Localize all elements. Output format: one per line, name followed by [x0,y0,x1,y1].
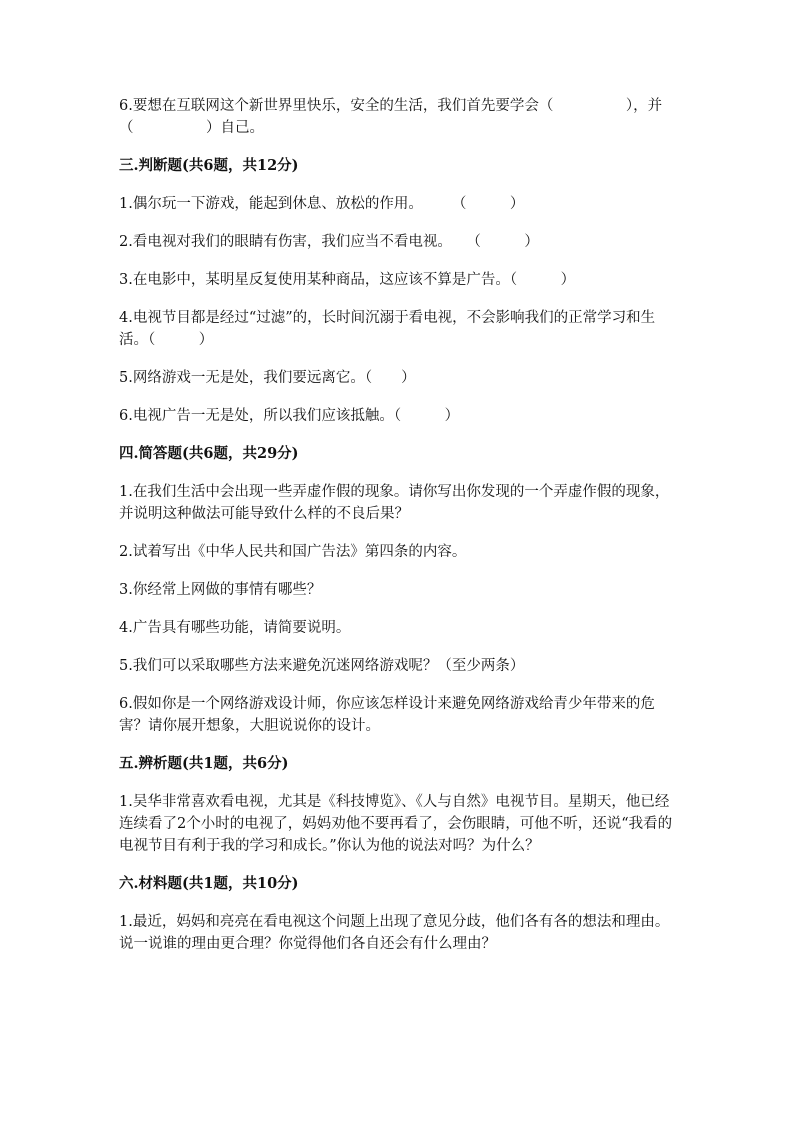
short-answer-question-1: 1.在我们生活中会出现一些弄虚作假的现象。请你写出你发现的一个弄虚作假的现象，并说明这种做法可能导致什么样的不良后果？ [119,484,670,522]
judgement-question-3: 3.在电影中，某明星反复使用某种商品，这应该不算是广告。（ ） [119,272,576,288]
judgement-question-5: 5.网络游戏一无是处，我们要远离它。（ ） [119,370,416,386]
analysis-question-1: 1.吴华非常喜欢看电视，尤其是《科技博览》、《人与自然》电视节目。星期天，他已经连续看了2个小时的电视了，妈妈劝他不要再看了，会伤眼睛，可他不听，还说“我看的电视节目有利于我的学习和成长。”你认为他的说法对吗？为什么？ [119,794,673,854]
exam-page [119,95,679,955]
material-question-1: 1.最近，妈妈和亮亮在看电视这个问题上出现了意见分歧，他们各有各的想法和理由。说一说谁的理由更合理？你觉得他们各自还会有什么理由？ [119,914,670,952]
short-answer-question-6: 6.假如你是一个网络游戏设计师，你应该怎样设计来避免网络游戏给青少年带来的危害？请你展开想象，大胆说说你的设计。 [119,696,655,734]
section-title-material: 六.材料题(共1题，共10分) [119,875,299,892]
fill-blank-question-6: 6.要想在互联网这个新世界里快乐，安全的生活，我们首先要学会（ ），并（ ）自己。 [119,98,663,136]
short-answer-question-5: 5.我们可以采取哪些方法来避免沉迷网络游戏呢？（至少两条） [119,658,525,674]
judgement-question-2: 2.看电视对我们的眼睛有伤害，我们应当不看电视。 （ ） [119,234,539,250]
short-answer-question-4: 4.广告具有哪些功能，请简要说明。 [119,620,351,636]
judgement-question-4: 4.电视节目都是经过“过滤”的，长时间沉溺于看电视，不会影响我们的正常学习和生活。（ ） [119,310,656,348]
section-title-short-answer: 四.简答题(共6题，共29分) [119,445,299,462]
short-answer-question-2: 2.试着写出《中华人民共和国广告法》第四条的内容。 [119,544,467,560]
section-title-judgement: 三.判断题(共6题，共12分) [119,157,299,174]
short-answer-question-3: 3.你经常上网做的事情有哪些？ [119,582,322,598]
section-title-analysis: 五.辨析题(共1题，共6分) [119,755,289,772]
judgement-question-1: 1.偶尔玩一下游戏，能起到休息、放松的作用。 （ ） [119,196,525,212]
judgement-question-6: 6.电视广告一无是处，所以我们应该抵触。（ ） [119,408,460,424]
